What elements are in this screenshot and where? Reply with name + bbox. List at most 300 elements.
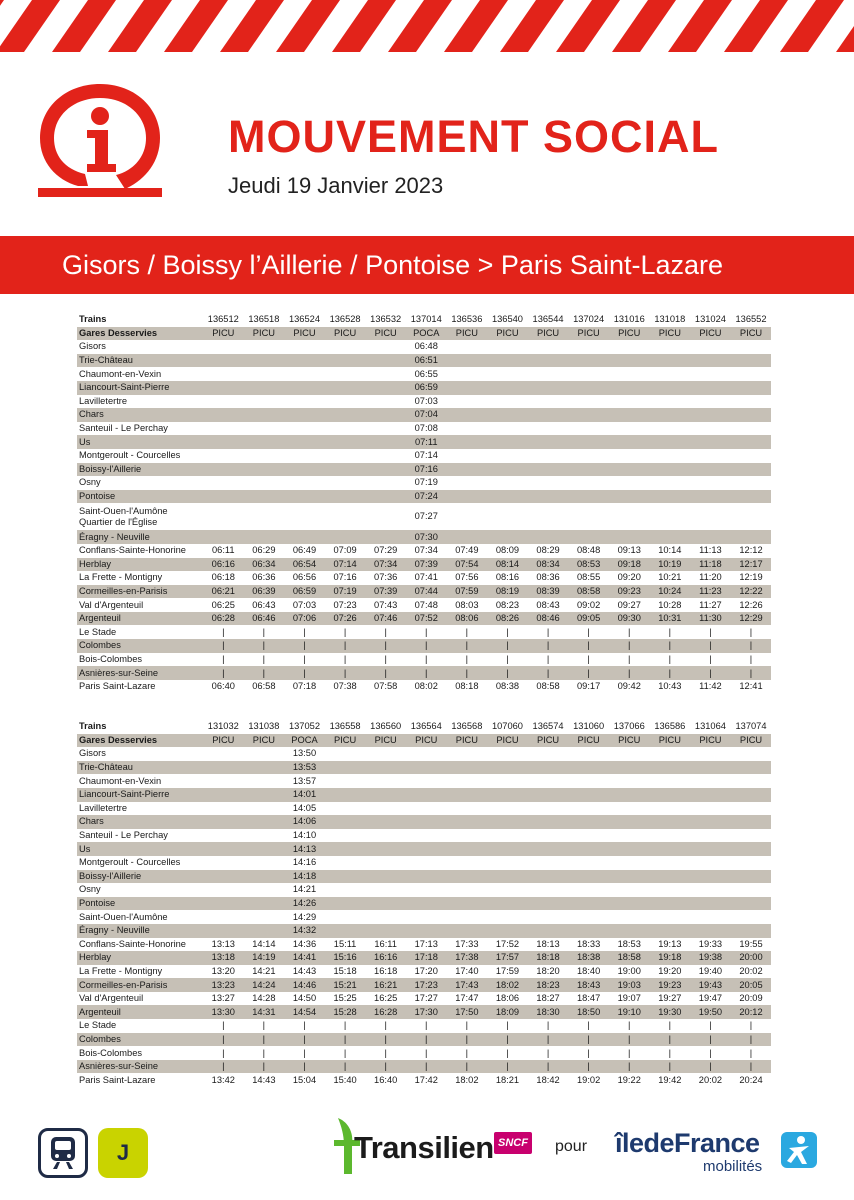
departure-time [325, 802, 366, 816]
departure-time [244, 490, 285, 504]
departure-time: 10:28 [658, 599, 682, 610]
departure-time [203, 747, 244, 761]
departure-time [487, 408, 528, 422]
departure-time [609, 774, 650, 788]
train-number: 136532 [370, 314, 402, 325]
departure-time: | [447, 1060, 488, 1074]
departure-time [203, 829, 244, 843]
departure-time: 07:59 [447, 585, 488, 599]
departure-time [528, 883, 569, 897]
departure-time [690, 381, 731, 395]
departure-time: 09:42 [617, 681, 641, 692]
departure-time [690, 367, 731, 381]
departure-time: 07:44 [406, 585, 447, 599]
stations-header-label: Gares Desservies [77, 327, 203, 341]
departure-time: | [690, 1060, 731, 1074]
table-row [77, 829, 771, 843]
departure-time: 19:10 [609, 1005, 650, 1019]
departure-time [690, 503, 731, 530]
departure-time: 08:29 [536, 545, 560, 556]
departure-time [325, 856, 366, 870]
departure-time [690, 449, 731, 463]
departure-time: 19:50 [690, 1005, 731, 1019]
table-row [77, 408, 771, 422]
departure-time [650, 367, 691, 381]
departure-time [325, 910, 366, 924]
departure-time: 08:38 [495, 681, 520, 692]
departure-time: | [528, 666, 569, 680]
departure-time: 15:40 [333, 1074, 357, 1085]
departure-time: 18:42 [536, 1074, 560, 1085]
departure-time [609, 476, 650, 490]
departure-time: | [222, 653, 225, 664]
departure-time [284, 463, 325, 477]
departure-time [284, 490, 325, 504]
departure-time: | [709, 1047, 712, 1058]
departure-time: 06:51 [406, 354, 447, 368]
departure-time: | [343, 1047, 347, 1058]
departure-time: 13:42 [211, 1074, 235, 1085]
departure-time [568, 802, 609, 816]
departure-time: | [668, 653, 672, 664]
departure-time: 13:30 [203, 1005, 244, 1019]
departure-time [203, 924, 244, 938]
train-code-row [77, 734, 771, 748]
departure-time [690, 842, 731, 856]
departure-time [609, 761, 650, 775]
station-name [77, 774, 203, 788]
departure-time [568, 463, 609, 477]
departure-time: | [709, 653, 712, 664]
departure-time [447, 340, 488, 354]
station-name [77, 585, 203, 599]
table-row [77, 571, 771, 585]
departure-time: | [731, 1060, 772, 1074]
departure-time: | [262, 653, 266, 664]
departure-time [325, 503, 366, 530]
departure-time: 06:18 [211, 572, 235, 583]
departure-time [487, 774, 528, 788]
station-name-line: Lavilletertre [79, 802, 128, 813]
departure-time [528, 408, 569, 422]
departure-time: 19:00 [617, 965, 641, 976]
departure-time [284, 503, 325, 530]
departure-time [203, 761, 244, 775]
departure-time [487, 924, 528, 938]
table-row [77, 951, 771, 965]
departure-time: 17:50 [447, 1005, 488, 1019]
departure-time: | [284, 666, 325, 680]
departure-time: 07:04 [406, 408, 447, 422]
departure-time: 08:14 [487, 558, 528, 572]
departure-time: | [284, 1060, 325, 1074]
departure-time [487, 815, 528, 829]
departure-time [325, 476, 366, 490]
departure-time [528, 774, 569, 788]
departure-time: | [650, 1033, 691, 1047]
table-row [77, 883, 771, 897]
train-number: 137014 [410, 314, 442, 325]
departure-time: 16:40 [374, 1074, 398, 1085]
departure-time [690, 924, 731, 938]
station-name [77, 612, 203, 626]
departure-time [244, 747, 285, 761]
table-row [77, 367, 771, 381]
departure-time [284, 340, 325, 354]
departure-time [203, 774, 244, 788]
departure-time: | [668, 1047, 672, 1058]
departure-time [690, 856, 731, 870]
departure-time [690, 354, 731, 368]
departure-time: 09:05 [568, 612, 609, 626]
departure-time: | [487, 1060, 528, 1074]
departure-time [609, 449, 650, 463]
station-name-line: Montgeroult - Courcelles [79, 450, 181, 461]
departure-time [365, 463, 406, 477]
departure-time [568, 367, 609, 381]
table-row [77, 978, 771, 992]
departure-time: | [365, 639, 406, 653]
station-name [77, 598, 203, 612]
departure-time: 09:23 [609, 585, 650, 599]
departure-time: 07:34 [365, 558, 406, 572]
station-name-line: Chars [79, 409, 104, 420]
departure-time: 08:09 [495, 545, 520, 556]
departure-time: | [528, 639, 569, 653]
departure-time: 15:25 [333, 993, 357, 1004]
departure-time: 14:31 [244, 1005, 285, 1019]
departure-time: 14:54 [284, 1005, 325, 1019]
departure-time: 13:53 [284, 761, 325, 775]
departure-time [365, 340, 406, 354]
idf-label: îledeFrance [615, 1128, 760, 1158]
train-number: 136518 [248, 314, 280, 325]
station-name [77, 965, 203, 979]
train-code: PICU [568, 734, 609, 748]
station-name [77, 883, 203, 897]
departure-time [609, 747, 650, 761]
station-name-line: Bois-Colombes [79, 1047, 143, 1058]
departure-time: 06:58 [252, 681, 276, 692]
departure-time: 08:58 [568, 585, 609, 599]
station-name [77, 558, 203, 572]
departure-time [690, 774, 731, 788]
departure-time: | [506, 1020, 509, 1031]
departure-time: 07:27 [414, 511, 438, 522]
departure-time [203, 408, 244, 422]
departure-time [406, 897, 447, 911]
departure-time: 18:09 [487, 1005, 528, 1019]
trains-header-label: Trains [79, 314, 107, 325]
departure-time [406, 774, 447, 788]
train-number: 136564 [410, 721, 442, 732]
departure-time [365, 530, 406, 544]
departure-time [244, 815, 285, 829]
departure-time [650, 490, 691, 504]
departure-time: | [262, 1047, 266, 1058]
departure-time: 08:55 [577, 572, 601, 583]
departure-time [650, 815, 691, 829]
departure-time: 08:36 [536, 572, 560, 583]
departure-time [325, 897, 366, 911]
departure-time: 15:21 [325, 978, 366, 992]
departure-time [203, 340, 244, 354]
departure-time: 20:02 [739, 965, 763, 976]
train-code: PICU [365, 327, 406, 341]
departure-time: 13:57 [292, 775, 317, 786]
table-row [77, 910, 771, 924]
departure-time: | [384, 1020, 387, 1031]
departure-time [406, 815, 447, 829]
departure-time [203, 883, 244, 897]
timetable-afternoon [77, 720, 771, 1087]
departure-time [447, 449, 488, 463]
table-row [77, 747, 771, 761]
departure-time [690, 435, 731, 449]
departure-time: | [425, 1047, 428, 1058]
departure-time [528, 449, 569, 463]
train-number: 131018 [654, 314, 686, 325]
departure-time: | [568, 666, 609, 680]
table-row [77, 490, 771, 504]
departure-time [568, 761, 609, 775]
departure-time [650, 463, 691, 477]
hazard-stripes [0, 0, 854, 52]
departure-time: | [343, 653, 347, 664]
departure-time: | [325, 1033, 366, 1047]
departure-time: 08:58 [536, 681, 560, 692]
departure-time [528, 476, 569, 490]
departure-time [325, 829, 366, 843]
departure-time: 10:19 [650, 558, 691, 572]
departure-time: | [303, 1020, 306, 1031]
departure-time [447, 435, 488, 449]
station-name [77, 788, 203, 802]
table-row [77, 354, 771, 368]
departure-time: 06:16 [203, 558, 244, 572]
departure-time [731, 530, 772, 544]
departure-time: 07:26 [325, 612, 366, 626]
departure-time [609, 340, 650, 354]
departure-time: 19:33 [698, 938, 723, 949]
departure-time [365, 354, 406, 368]
departure-time [447, 367, 488, 381]
departure-time: 14:24 [244, 978, 285, 992]
departure-time [406, 829, 447, 843]
departure-time [487, 367, 528, 381]
departure-time: | [425, 653, 428, 664]
departure-time: 17:23 [406, 978, 447, 992]
departure-time [731, 842, 772, 856]
departure-time: | [528, 1060, 569, 1074]
departure-time [568, 449, 609, 463]
departure-time [365, 408, 406, 422]
departure-time [365, 761, 406, 775]
departure-time [650, 530, 691, 544]
departure-time: | [203, 666, 244, 680]
departure-time [244, 381, 285, 395]
transilien-logo [332, 1114, 532, 1184]
departure-time: | [222, 1047, 225, 1058]
station-name-line: Conflans-Sainte-Honorine [79, 938, 186, 949]
departure-time [447, 761, 488, 775]
departure-time: 15:18 [333, 965, 357, 976]
departure-time: 14:41 [284, 951, 325, 965]
departure-time [244, 367, 285, 381]
departure-time: | [749, 1020, 753, 1031]
departure-time [609, 910, 650, 924]
departure-time [203, 422, 244, 436]
departure-time [203, 788, 244, 802]
departure-time [447, 856, 488, 870]
departure-time [731, 422, 772, 436]
departure-time [365, 747, 406, 761]
page-title: MOUVEMENT SOCIAL [228, 111, 720, 162]
departure-time: | [668, 1020, 672, 1031]
departure-time [244, 340, 285, 354]
departure-time [406, 761, 447, 775]
departure-time [528, 354, 569, 368]
table-row [77, 503, 771, 530]
departure-time [650, 395, 691, 409]
station-name-line: Osny [79, 477, 101, 488]
departure-time [731, 340, 772, 354]
table-row [77, 897, 771, 911]
table-row [77, 815, 771, 829]
departure-time: | [568, 1033, 609, 1047]
departure-time [203, 490, 244, 504]
table-row [77, 1073, 771, 1087]
departure-time [406, 856, 447, 870]
departure-time [365, 395, 406, 409]
departure-time: | [447, 639, 488, 653]
departure-time: | [384, 1047, 387, 1058]
departure-time [568, 870, 609, 884]
departure-time [203, 381, 244, 395]
table-row [77, 585, 771, 599]
trains-header-label: Trains [79, 721, 107, 732]
station-name-line: Bois-Colombes [79, 653, 143, 664]
departure-time [650, 897, 691, 911]
table-row [77, 924, 771, 938]
station-name-line: Paris Saint-Lazare [79, 1074, 156, 1085]
station-name [77, 1046, 203, 1060]
departure-time [203, 354, 244, 368]
departure-time [447, 774, 488, 788]
departure-time: | [749, 653, 753, 664]
departure-time: | [284, 639, 325, 653]
departure-time [325, 924, 366, 938]
info-speech-bubble-icon [30, 76, 170, 204]
station-name-line-2: Quartier de l'Église [79, 516, 158, 527]
departure-time: 19:13 [658, 938, 682, 949]
departure-time: 18:06 [495, 993, 520, 1004]
departure-time: 06:40 [211, 681, 235, 692]
departure-time [487, 870, 528, 884]
departure-time: 12:41 [739, 681, 763, 692]
departure-time [568, 842, 609, 856]
departure-time [406, 788, 447, 802]
departure-time: | [709, 626, 712, 637]
departure-time: 09:13 [617, 545, 641, 556]
departure-time [365, 367, 406, 381]
departure-time [203, 897, 244, 911]
station-name [77, 1019, 203, 1033]
departure-time: 20:12 [731, 1005, 772, 1019]
departure-time: 08:46 [528, 612, 569, 626]
train-code: PICU [650, 734, 691, 748]
departure-time: 19:07 [617, 993, 641, 1004]
departure-time [609, 530, 650, 544]
train-number: 136552 [735, 314, 767, 325]
train-code: PICU [244, 327, 285, 341]
departure-time: 11:27 [699, 599, 722, 610]
departure-time [609, 815, 650, 829]
departure-time: | [406, 639, 447, 653]
departure-time: 07:49 [455, 545, 479, 556]
departure-time [365, 815, 406, 829]
departure-time [284, 435, 325, 449]
departure-time [568, 829, 609, 843]
departure-time: 17:42 [414, 1074, 438, 1085]
train-number: 131032 [207, 721, 239, 732]
departure-time [690, 408, 731, 422]
departure-time: 07:06 [284, 612, 325, 626]
departure-time: 17:27 [414, 993, 438, 1004]
station-name [77, 354, 203, 368]
train-code: PICU [406, 734, 447, 748]
station-name [77, 408, 203, 422]
departure-time: 07:09 [333, 545, 357, 556]
departure-time: 06:25 [211, 599, 235, 610]
departure-time [365, 802, 406, 816]
departure-time: 10:31 [650, 612, 691, 626]
departure-time: 06:56 [292, 572, 317, 583]
train-number: 137074 [735, 721, 767, 732]
train-number: 131038 [248, 721, 280, 732]
departure-time [244, 449, 285, 463]
departure-time: 14:32 [284, 924, 325, 938]
departure-time [528, 490, 569, 504]
departure-time: 20:09 [739, 993, 763, 1004]
departure-time [487, 530, 528, 544]
departure-time: | [690, 1033, 731, 1047]
departure-time [609, 490, 650, 504]
table-row [77, 1046, 771, 1060]
departure-time [731, 829, 772, 843]
departure-time [487, 802, 528, 816]
station-name-line: Gisors [79, 341, 106, 352]
departure-time: | [203, 1060, 244, 1074]
departure-time [325, 354, 366, 368]
station-name-line: Liancourt-Saint-Pierre [79, 789, 170, 800]
departure-time [325, 463, 366, 477]
departure-time [609, 842, 650, 856]
station-name [77, 476, 203, 490]
station-name [77, 870, 203, 884]
departure-time [244, 408, 285, 422]
departure-time: 18:30 [528, 1005, 569, 1019]
departure-time: 12:26 [739, 599, 763, 610]
departure-time [528, 381, 569, 395]
departure-time [325, 842, 366, 856]
train-number-row [77, 720, 771, 734]
departure-time [609, 870, 650, 884]
departure-time: | [690, 639, 731, 653]
departure-time [731, 856, 772, 870]
departure-time [487, 856, 528, 870]
departure-time [731, 883, 772, 897]
